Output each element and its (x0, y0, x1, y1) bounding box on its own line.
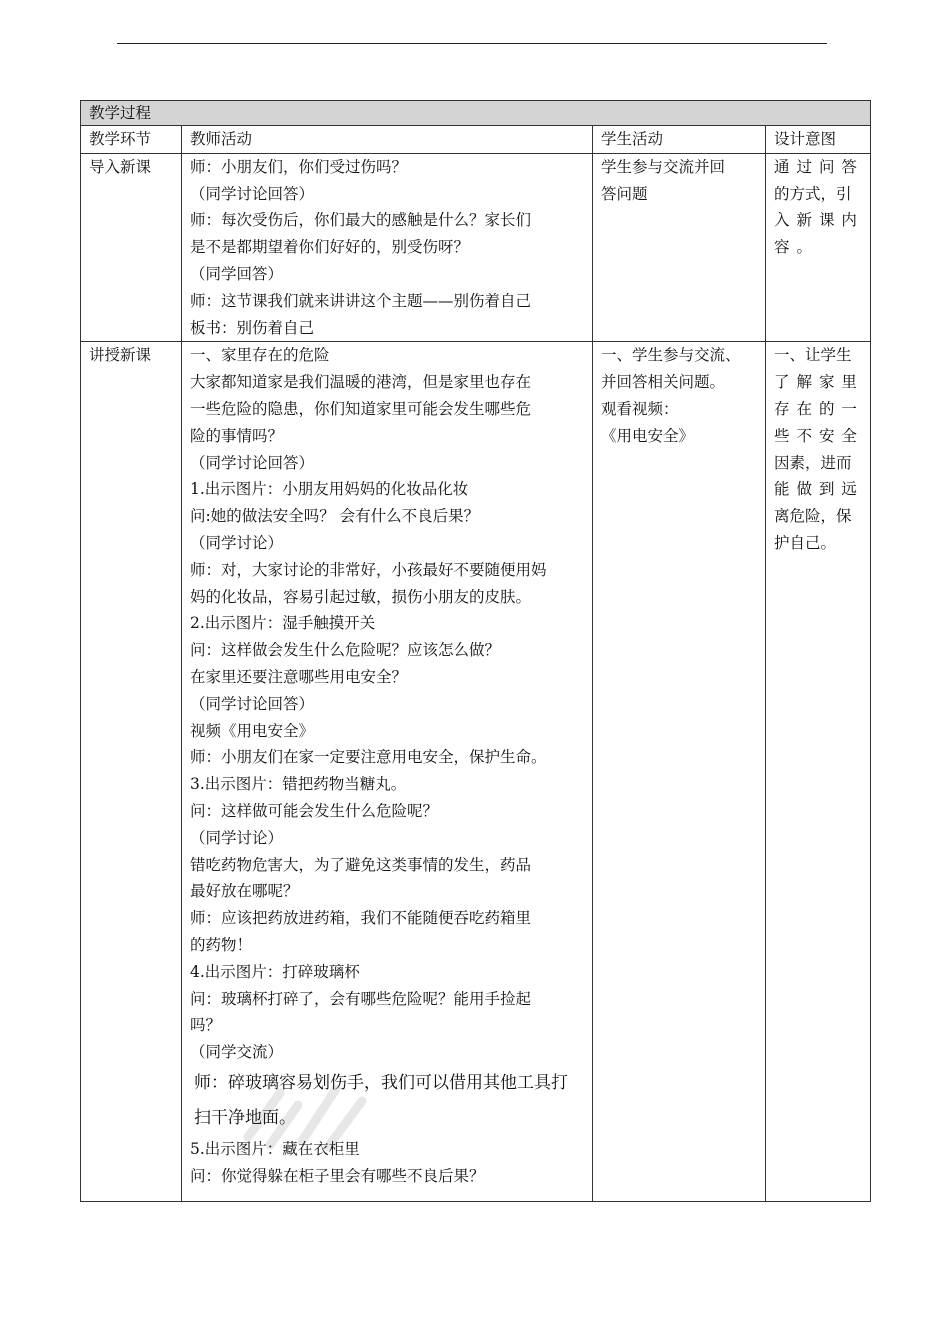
header-rule (117, 43, 827, 44)
intent-line: 存在的一 (774, 399, 864, 418)
teacher-line: 4.出示图片：打碎玻璃杯 (190, 962, 360, 981)
teacher-line: 5.出示图片：藏在衣柜里 (190, 1139, 360, 1158)
teacher-line: （同学讨论回答） (190, 453, 315, 472)
teacher-line: 最好放在哪呢？ (190, 882, 299, 901)
teacher-line: 师：小朋友们在家一定要注意用电安全，保护生命。 (190, 748, 547, 767)
teacher-line: 是不是都期望着你们好好的，别受伤呀？ (190, 238, 470, 257)
student-cell-intro (593, 153, 766, 342)
teacher-cell-lecture (182, 342, 593, 1202)
intent-cell-lecture (766, 342, 871, 1202)
student-line: 《用电安全》 (601, 426, 695, 445)
column-header-row (81, 126, 871, 154)
teacher-line: （同学讨论回答） (190, 694, 315, 713)
teacher-line: 板书：别伤着自己 (190, 318, 315, 337)
intent-line: 能做到远 (774, 480, 864, 499)
teacher-line: 2.出示图片：湿手触摸开关 (190, 614, 376, 633)
teacher-line: 吗？ (190, 1016, 222, 1035)
teacher-line: 问：这样做会发生什么危险呢？应该怎么做？ (190, 641, 501, 660)
teacher-line: 师：这节课我们就来讲讲这个主题——别伤着自己 (190, 291, 532, 310)
teacher-line: 视频《用电安全》 (190, 721, 315, 740)
teacher-line: 一些危险的隐患，你们知道家里可能会发生哪些危 (190, 399, 532, 418)
teacher-line: 一、家里存在的危险 (190, 346, 330, 365)
teacher-line-styled: 师：碎玻璃容易划伤手，我们可以借用其他工具打 (194, 1072, 568, 1093)
teacher-line: （同学讨论） (190, 828, 284, 847)
table-row-intro (81, 153, 871, 342)
teacher-line: 大家都知道家是我们温暖的港湾，但是家里也存在 (190, 373, 532, 392)
student-line: 观看视频： (601, 399, 679, 418)
teacher-line: 的药物！ (190, 935, 253, 954)
intent-line: 通过问答 (774, 157, 864, 176)
teacher-line: 问：玻璃杯打碎了，会有哪些危险呢？能用手捡起 (190, 989, 532, 1008)
section-title: 教学过程 (81, 101, 871, 126)
lesson-plan-table (80, 100, 871, 1202)
teacher-line: 师：每次受伤后，你们最大的感触是什么？家长们 (190, 211, 532, 230)
section-title-row (81, 101, 871, 126)
column-header-stage: 教学环节 (81, 126, 182, 154)
teacher-cell-intro (182, 153, 593, 342)
teacher-line: （同学交流） (190, 1043, 284, 1062)
intent-line: 离危险，保 (774, 507, 852, 526)
column-header-teacher: 教师活动 (182, 126, 593, 154)
column-header-intent: 设计意图 (766, 126, 871, 154)
teacher-line: 问：这样做可能会发生什么危险呢？ (190, 801, 439, 820)
table-row-lecture (81, 342, 871, 1202)
teacher-line: 险的事情吗？ (190, 426, 284, 445)
teacher-line: （同学讨论） (190, 533, 284, 552)
stage-cell-lecture: 讲授新课 (81, 342, 182, 1202)
intent-line: 护自己。 (774, 533, 837, 552)
teacher-line: 1.出示图片：小朋友用妈妈的化妆品化妆 (190, 480, 469, 499)
teacher-line: 妈的化妆品，容易引起过敏，损伤小朋友的皮肤。 (190, 587, 532, 606)
student-cell-lecture (593, 342, 766, 1202)
intent-line: 入新课内 (774, 211, 864, 230)
teacher-line: 师：应该把药放进药箱，我们不能随便吞吃药箱里 (190, 909, 532, 928)
intent-line: 的方式，引 (774, 184, 852, 203)
student-line: 并回答相关问题。 (601, 373, 726, 392)
intent-cell-intro (766, 153, 871, 342)
intent-line: 一、让学生 (774, 346, 852, 365)
stage-cell-intro: 导入新课 (81, 153, 182, 342)
intent-line: 容。 (774, 238, 819, 257)
intent-line: 了解家里 (774, 373, 864, 392)
student-line: 一、学生参与交流、 (601, 346, 741, 365)
teacher-line: 师：对，大家讨论的非常好，小孩最好不要随便用妈 (190, 560, 547, 579)
teacher-line: 错吃药物危害大，为了避免这类事情的发生，药品 (190, 855, 532, 874)
intent-line: 因素，进而 (774, 453, 852, 472)
student-line: 答问题 (601, 184, 648, 203)
teacher-line: （同学回答） (190, 264, 284, 283)
intent-line: 些不安全 (774, 426, 864, 445)
teacher-line: 师：小朋友们，你们受过伤吗？ (190, 157, 408, 176)
column-header-student: 学生活动 (593, 126, 766, 154)
teacher-line-styled: 扫干净地面。 (194, 1107, 296, 1128)
teacher-line: 在家里还要注意哪些用电安全？ (190, 667, 408, 686)
student-line: 学生参与交流并回 (601, 157, 726, 176)
teacher-line: （同学讨论回答） (190, 184, 315, 203)
teacher-line: 3.出示图片：错把药物当糖丸。 (190, 775, 407, 794)
teacher-line: 问:她的做法安全吗？ 会有什么不良后果？ (190, 507, 480, 526)
teacher-line: 问：你觉得躲在柜子里会有哪些不良后果？ (190, 1166, 485, 1185)
